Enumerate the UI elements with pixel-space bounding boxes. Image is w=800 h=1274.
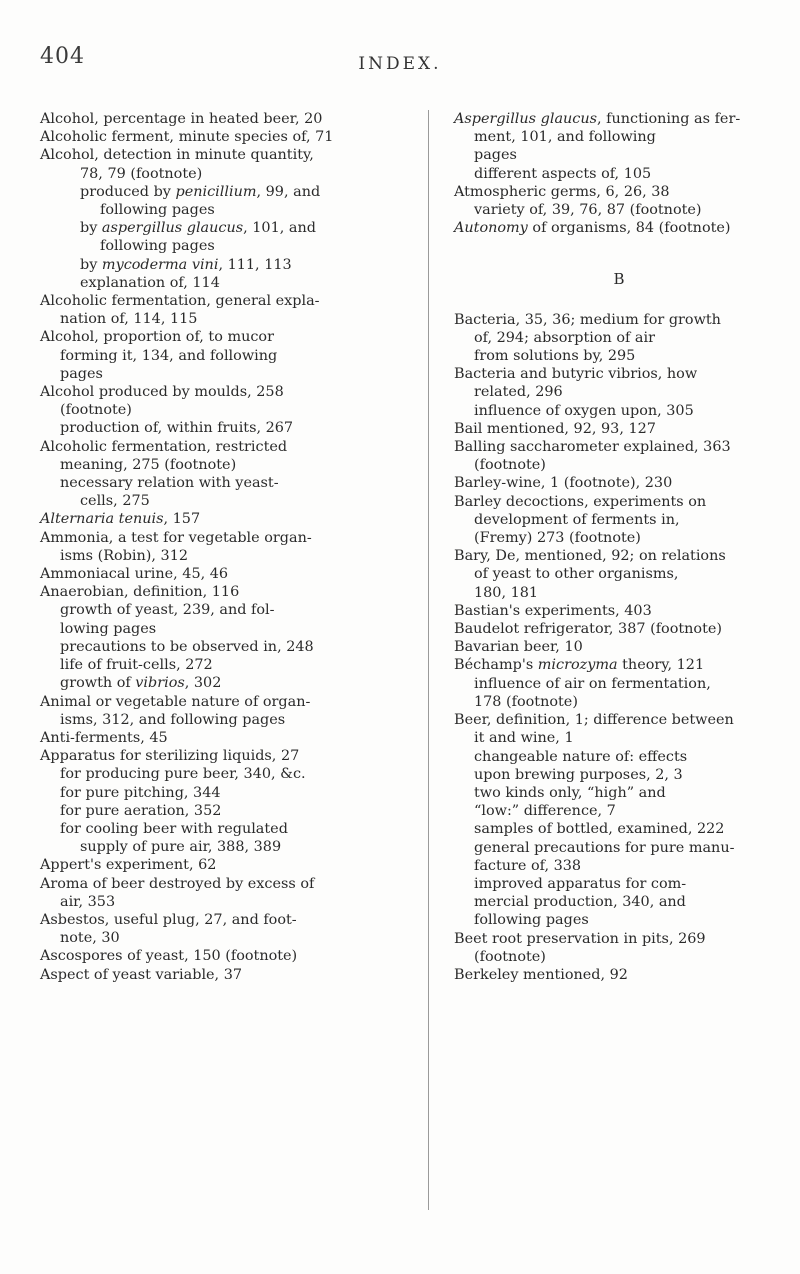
index-subentry: produced by penicillium, 99, and xyxy=(80,183,321,200)
index-entry: Aspect of yeast variable, 37 xyxy=(40,966,243,983)
index-entry: Appert's experiment, 62 xyxy=(40,857,217,874)
index-entry-continued: development of ferments in, xyxy=(474,511,680,528)
index-entry-continued: following pages xyxy=(100,202,215,219)
index-entry-continued: meaning, 275 (footnote) xyxy=(60,456,237,473)
index-entry: Anti-ferments, 45 xyxy=(40,729,168,746)
index-subentry: for producing pure beer, 340, &c. xyxy=(60,766,306,783)
index-subentry: growth of vibrios, 302 xyxy=(60,675,222,692)
index-entry: Baudelot refrigerator, 387 (footnote) xyxy=(454,621,722,638)
index-subentry: growth of yeast, 239, and fol- xyxy=(60,602,275,619)
index-column-left xyxy=(40,110,412,984)
index-entry-continued: pages xyxy=(474,147,517,164)
index-column-right xyxy=(454,110,784,984)
index-entry: Alcoholic fermentation, general expla- xyxy=(40,293,320,310)
index-subentry: by mycoderma vini, 111, 113 xyxy=(80,256,292,273)
index-entry: Alcoholic fermentation, restricted xyxy=(40,438,288,455)
index-entry-continued: isms (Robin), 312 xyxy=(60,547,189,564)
index-entry: Bacteria and butyric vibrios, how xyxy=(454,366,698,383)
index-subentry: life of fruit-cells, 272 xyxy=(60,657,213,674)
running-head: INDEX. xyxy=(358,54,442,74)
index-subentry: necessary relation with yeast- xyxy=(60,475,279,492)
index-entry-continued: (footnote) xyxy=(474,457,546,474)
index-entry-continued: note, 30 xyxy=(60,930,120,947)
index-entry: Ascospores of yeast, 150 (footnote) xyxy=(40,948,298,965)
index-entry: Alcohol, proportion of, to mucor xyxy=(40,329,274,346)
index-entry-continued: (footnote) xyxy=(60,402,132,419)
section-letter-b: B xyxy=(613,270,625,289)
index-entry: Bary, De, mentioned, 92; on relations xyxy=(454,548,726,565)
index-entry: Alcohol produced by moulds, 258 xyxy=(40,384,284,401)
index-entry: Asbestos, useful plug, 27, and foot- xyxy=(40,911,297,928)
index-subentry: explanation of, 114 xyxy=(80,274,220,291)
index-entry-continued: cells, 275 xyxy=(80,493,150,510)
index-entry: Berkeley mentioned, 92 xyxy=(454,966,628,983)
index-entry-continued: isms, 312, and following pages xyxy=(60,711,286,728)
index-entry-continued: following pages xyxy=(100,238,215,255)
index-entry-continued: upon brewing purposes, 2, 3 xyxy=(474,766,683,783)
index-entry-continued: it and wine, 1 xyxy=(474,730,574,747)
index-entry-continued: pages xyxy=(60,365,103,382)
index-entry: Alcohol, detection in minute quantity, xyxy=(40,147,314,164)
index-subentry: influence of air on fermentation, xyxy=(474,675,711,692)
index-entry: Barley-wine, 1 (footnote), 230 xyxy=(454,475,673,492)
index-entry: Bastian's experiments, 403 xyxy=(454,602,652,619)
index-subentry: for cooling beer with regulated xyxy=(60,820,288,837)
index-entry: Atmospheric germs, 6, 26, 38 xyxy=(454,183,670,200)
index-entry: Bavarian beer, 10 xyxy=(454,639,583,656)
index-entry: Bail mentioned, 92, 93, 127 xyxy=(454,420,656,437)
index-entry-continued: 78, 79 (footnote) xyxy=(80,165,203,182)
index-subentry: by aspergillus glaucus, 101, and xyxy=(80,220,316,237)
index-entry-continued: forming it, 134, and following xyxy=(60,347,278,364)
index-entry: Animal or vegetable nature of organ- xyxy=(40,693,311,710)
index-entry-continued: related, 296 xyxy=(474,384,563,401)
index-entry: Autonomy of organisms, 84 (footnote) xyxy=(454,220,731,237)
index-subentry: general precautions for pure manu- xyxy=(474,839,735,856)
index-entry: Apparatus for sterilizing liquids, 27 xyxy=(40,748,300,765)
index-entry-continued: “low:” difference, 7 xyxy=(474,803,616,820)
index-subentry: improved apparatus for com- xyxy=(474,875,687,892)
index-entry-continued: supply of pure air, 388, 389 xyxy=(80,839,282,856)
index-subentry: production of, within fruits, 267 xyxy=(60,420,294,437)
index-entry-continued: facture of, 338 xyxy=(474,857,582,874)
index-subentry: samples of bottled, examined, 222 xyxy=(474,821,725,838)
index-entry-continued: ment, 101, and following xyxy=(474,129,656,146)
index-entry-continued: of, 294; absorption of air xyxy=(474,329,655,346)
index-entry: Alternaria tenuis, 157 xyxy=(40,511,201,528)
index-entry: Alcohol, percentage in heated beer, 20 xyxy=(40,111,323,127)
index-entry-continued: 178 (footnote) xyxy=(474,693,578,710)
index-entry-continued: mercial production, 340, and xyxy=(474,894,686,911)
index-entry: Beer, definition, 1; difference between xyxy=(454,712,734,729)
index-entry: Béchamp's microzyma theory, 121 xyxy=(454,657,705,674)
index-entry: Ammonia, a test for vegetable organ- xyxy=(40,529,312,546)
index-subentry: precautions to be observed in, 248 xyxy=(60,638,314,655)
index-entry-continued: from solutions by, 295 xyxy=(474,348,636,365)
index-entry-continued: air, 353 xyxy=(60,893,116,910)
index-entry-continued: following pages xyxy=(474,912,589,929)
index-entry: Bacteria, 35, 36; medium for growth xyxy=(454,311,721,328)
column-divider xyxy=(428,110,429,1210)
index-entry-continued: (Fremy) 273 (footnote) xyxy=(474,530,641,547)
index-entry: Beet root preservation in pits, 269 xyxy=(454,930,706,947)
index-entry-continued: of yeast to other organisms, xyxy=(474,566,679,583)
index-subentry: influence of oxygen upon, 305 xyxy=(474,402,694,419)
index-entry-continued: nation of, 114, 115 xyxy=(60,311,198,328)
index-subentry: two kinds only, “high” and xyxy=(474,784,666,801)
index-entry: Alcoholic ferment, minute species of, 71 xyxy=(40,129,334,146)
index-entry: Balling saccharometer explained, 363 xyxy=(454,439,731,456)
index-subentry: variety of, 39, 76, 87 (footnote) xyxy=(474,202,702,219)
index-entry-continued: (footnote) xyxy=(474,948,546,965)
index-entry: Barley decoctions, experiments on xyxy=(454,493,707,510)
index-entry: Ammoniacal urine, 45, 46 xyxy=(40,566,229,583)
index-subentry: for pure pitching, 344 xyxy=(60,784,221,801)
index-entry: Anaerobian, definition, 116 xyxy=(40,584,240,601)
page-number: 404 xyxy=(40,44,85,69)
index-entry: Aspergillus glaucus, functioning as fer- xyxy=(454,111,741,127)
index-subentry: different aspects of, 105 xyxy=(474,165,652,182)
index-subentry: for pure aeration, 352 xyxy=(60,802,222,819)
index-entry-continued: lowing pages xyxy=(60,620,157,637)
index-subentry: changeable nature of: effects xyxy=(474,748,688,765)
index-entry: Aroma of beer destroyed by excess of xyxy=(40,875,315,892)
index-entry-continued: 180, 181 xyxy=(474,584,539,601)
